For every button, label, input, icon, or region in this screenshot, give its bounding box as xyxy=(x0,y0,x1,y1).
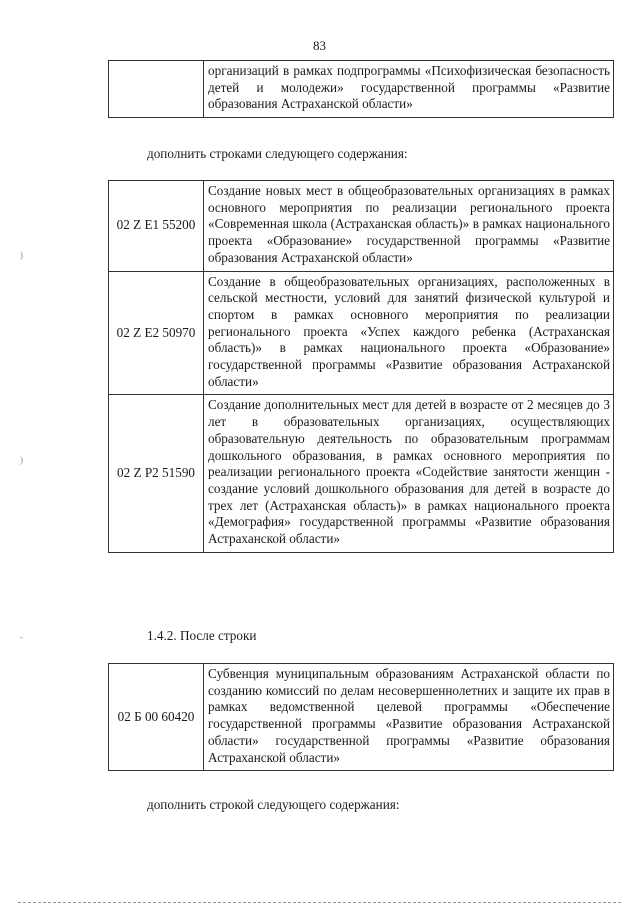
scan-mark: - xyxy=(20,632,23,642)
description-cell: организаций в рамках подпрограммы «Психофизическая безопасность детей и молодежи» государственной программы «Развитие образования Астраханской области» xyxy=(204,61,614,118)
scan-edge-line xyxy=(18,902,621,903)
section-heading: 1.4.2. После строки xyxy=(147,628,257,643)
scan-mark: ) xyxy=(20,455,23,465)
added-rows-table xyxy=(108,180,614,553)
table-row xyxy=(109,181,614,272)
description-cell: Создание новых мест в общеобразовательных организациях в рамках основного мероприятия по реализации регионального проекта «Современная школа (Астраханская область)» в рамках национального проекта «Образование» государственной программы «Развитие образования Астраханской области» xyxy=(204,181,614,272)
table-row xyxy=(109,61,614,118)
description-cell: Создание в общеобразовательных организациях, расположенных в сельской местности, условий для занятий физической культурой и спортом в рамках основного мероприятия по реализации регионального проекта «Успех каждого ребенка (Астраханская область)» в рамках национального проекта «Образование» государственной программы «Развитие образования Астраханской области» xyxy=(204,271,614,395)
budget-code-cell: 02 Z P2 51590 xyxy=(109,395,204,552)
instruction-paragraph: дополнить строкой следующего содержания: xyxy=(147,797,400,812)
instruction-paragraph: дополнить строками следующего содержания: xyxy=(147,146,408,161)
budget-code-cell xyxy=(109,61,204,118)
budget-code-cell: 02 Б 00 60420 xyxy=(109,664,204,771)
reference-row-table xyxy=(108,663,614,771)
budget-code-cell: 02 Z E2 50970 xyxy=(109,271,204,395)
description-cell: Субвенция муниципальным образованиям Астраханской области по созданию комиссий по делам несовершеннолетних и защите их прав в рамках ведомственной целевой программы «Обеспечение государственной программы «Развитие образования Астраханской области» государственной программы «Развитие образования Астраханской области» xyxy=(204,664,614,771)
page-number: 83 xyxy=(313,38,326,53)
description-cell: Создание дополнительных мест для детей в возрасте от 2 месяцев до 3 лет в образовательных организациях, осуществляющих образовательную деятельность по образовательным программам дошкольного образования, в рамках основного мероприятия по реализации регионального проекта «Содействие занятости женщин - создание условий дошкольного образования для детей в возрасте до трех лет (Астраханская область)» в рамках национального проекта «Демография» государственной программы «Развитие образования Астраханской области» xyxy=(204,395,614,552)
table-row xyxy=(109,395,614,552)
budget-code-cell: 02 Z E1 55200 xyxy=(109,181,204,272)
scan-mark: ) xyxy=(20,250,23,260)
table-row xyxy=(109,271,614,395)
table-row xyxy=(109,664,614,771)
continuation-table xyxy=(108,60,614,118)
